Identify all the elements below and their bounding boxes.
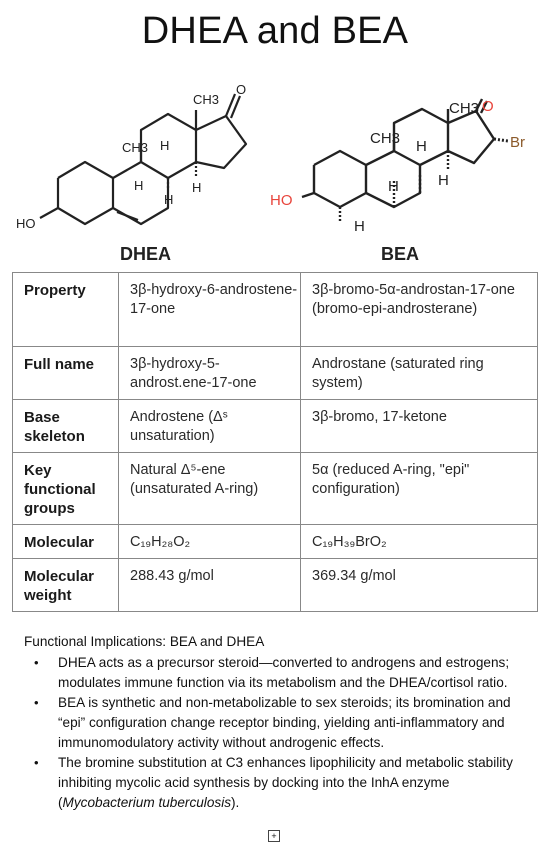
notes-heading: Functional Implications: BEA and DHEA <box>24 634 265 649</box>
bea-value: C₁₉H₃₉BrO₂ <box>301 525 538 559</box>
dhea-h4: H <box>134 178 144 193</box>
bullet3-main: The bromine substitution at C3 enhances lipophilicity and metabolic stability inhibiting mycolic acid synthesis by docking into the InhA enzyme ( <box>58 755 513 810</box>
table-row <box>13 559 538 612</box>
list-item <box>24 753 529 813</box>
bea-value: 3β-bromo-5α-androstan-17-one (bromo-epi-androsterane) <box>301 273 538 347</box>
bea-label: BEA <box>381 244 420 264</box>
table-row <box>13 400 538 453</box>
bullet3-end: ). <box>231 795 240 810</box>
bea-h4: H <box>354 218 365 235</box>
bea-ch3-top: CH3 <box>449 100 480 117</box>
row-key: Full name <box>13 347 119 400</box>
row-key: Molecular weight <box>13 559 119 612</box>
list-item: • BEA is synthetic and non-metabolizable to sex steroids; its bromination and “epi” configuration change receptor binding, yielding anti-inflammatory and immunomodulatory activity without androgenic effects. <box>24 693 529 753</box>
bea-structure-diagram <box>262 95 542 240</box>
dhea-value: 3β-hydroxy-6-androstene-17-one <box>119 273 301 347</box>
notes-list <box>24 653 529 813</box>
row-key: Property <box>13 273 119 347</box>
dhea-h3: H <box>192 180 202 195</box>
bea-value: Androstane (saturated ring system) <box>301 347 538 400</box>
bea-ch3-mid: CH3 <box>370 130 401 147</box>
expand-box-icon[interactable]: + <box>268 830 280 842</box>
bea-h2: H <box>388 178 399 195</box>
row-key: Molecular <box>13 525 119 559</box>
dhea-value: 288.43 g/mol <box>119 559 301 612</box>
comparison-table <box>12 272 538 612</box>
dhea-hydroxyl: HO <box>16 216 36 231</box>
dhea-value: 3β-hydroxy-5-androst.ene-17-one <box>119 347 301 400</box>
dhea-label: DHEA <box>120 244 172 264</box>
table-row <box>13 347 538 400</box>
list-item: • DHEA acts as a precursor steroid—converted to androgens and estrogens; modulates immune function via its metabolism and the DHEA/cortisol ratio. <box>24 653 529 693</box>
dhea-value: Androstene (Δˢ unsaturation) <box>119 400 301 453</box>
dhea-value: Natural Δ⁵-ene (unsaturated A-ring) <box>119 453 301 525</box>
bea-bromine: Br <box>510 134 525 151</box>
dhea-ch3-mid: CH3 <box>122 140 149 155</box>
row-key: Base skeleton <box>13 400 119 453</box>
bullet3-italic: Mycobacterium tuberculosis <box>62 795 232 810</box>
dhea-oxygen: O <box>236 82 247 97</box>
bea-h1: H <box>416 138 427 155</box>
bea-value: 5α (reduced A-ring, "epi" configuration) <box>301 453 538 525</box>
table-row <box>13 525 538 559</box>
dhea-ch3-top: CH3 <box>193 92 220 107</box>
dhea-value: C₁₉H₂₈O₂ <box>119 525 301 559</box>
table-row <box>13 453 538 525</box>
bea-value: 369.34 g/mol <box>301 559 538 612</box>
row-key: Key functional groups <box>13 453 119 525</box>
dhea-h2: H <box>164 192 174 207</box>
dhea-h1: H <box>160 138 170 153</box>
bea-hydroxyl: HO <box>270 192 293 209</box>
table-row <box>13 273 538 347</box>
page-title: DHEA and BEA <box>141 10 409 52</box>
bea-value: 3β-bromo, 17-ketone <box>301 400 538 453</box>
functional-implications <box>24 632 529 813</box>
bea-h3: H <box>438 172 449 189</box>
bea-oxygen: O <box>482 98 494 115</box>
dhea-structure-diagram <box>10 80 270 240</box>
